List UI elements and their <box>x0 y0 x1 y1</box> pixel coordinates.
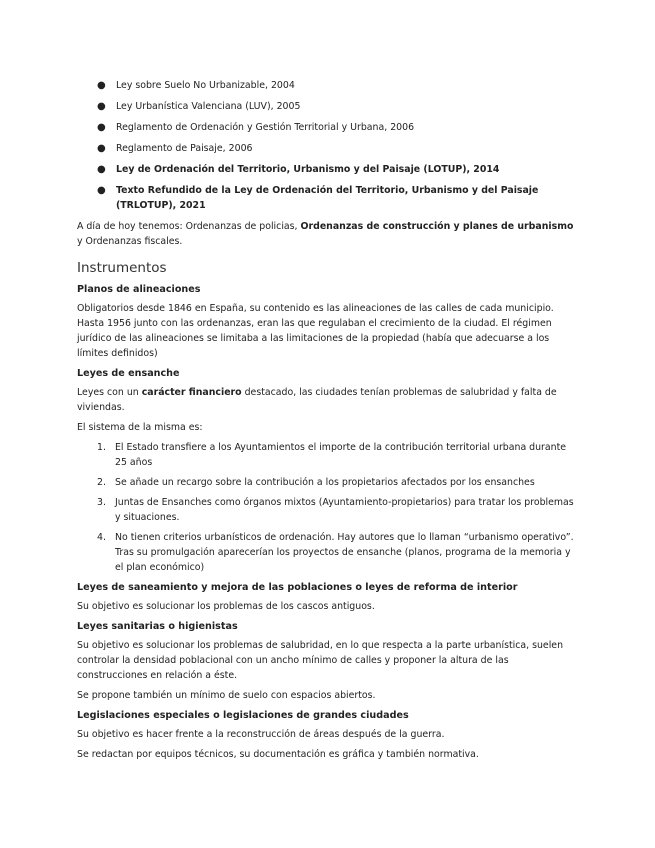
subheading-saneamiento: Leyes de saneamiento y mejora de las poblaciones o leyes de reforma de interior <box>77 582 518 593</box>
bullet-icon: ● <box>97 143 106 154</box>
list-item: ● Ley sobre Suelo No Urbanizable, 2004 <box>97 80 295 91</box>
bullet-icon: ● <box>97 80 106 91</box>
intro-paragraph: A día de hoy tenemos: Ordenanzas de policias, Ordenanzas de construcción y planes de urbanismo y Ordenanzas fiscales. <box>77 221 574 247</box>
bullet-icon: ● <box>97 101 106 112</box>
ensanche-system-intro: El sistema de la misma es: <box>77 422 203 433</box>
list-item: 1. El Estado transfiere a los Ayuntamientos el importe de la contribución territorial urbana durante 25 años <box>97 442 567 468</box>
list-item: ● Texto Refundido de la Ley de Ordenación del Territorio, Urbanismo y del Paisaje (TRLOTUP), 2021 <box>97 185 539 211</box>
laws-list <box>77 78 580 213</box>
bullet-icon: ● <box>97 164 106 175</box>
planos-paragraph: Obligatorios desde 1846 en España, su contenido es las alineaciones de las calles de cada municipio. Hasta 1956 junto con las ordenanzas, eran las que regulaban el crecimiento de la ciudad. El régimen jurídico de las alineaciones se limitaba a las limitaciones de la propiedad (había que adecuarse a los límites definidos) <box>77 303 554 359</box>
sanitarias-paragraph-2: Se propone también un mínimo de suelo con espacios abiertos. <box>77 690 376 701</box>
subheading-especiales: Legislaciones especiales o legislaciones de grandes ciudades <box>77 710 409 721</box>
sanitarias-paragraph: Su objetivo es solucionar los problemas de salubridad, en lo que respecta a la parte urbanística, suelen controlar la densidad poblacional con un ancho mínimo de calles y proponer la altura de las construcciones en relación a éste. <box>77 640 564 681</box>
especiales-paragraph-2: Se redactan por equipos técnicos, su documentación es gráfica y también normativa. <box>77 749 479 760</box>
list-item: ● Ley de Ordenación del Territorio, Urbanismo y del Paisaje (LOTUP), 2014 <box>97 164 500 175</box>
list-item: ● Reglamento de Ordenación y Gestión Territorial y Urbana, 2006 <box>97 122 415 133</box>
bullet-icon: ● <box>97 122 106 133</box>
saneamiento-paragraph: Su objetivo es solucionar los problemas de los cascos antiguos. <box>77 601 375 612</box>
subheading-ensanche: Leyes de ensanche <box>77 368 180 379</box>
document-page <box>77 78 580 767</box>
list-item: ● Ley Urbanística Valenciana (LUV), 2005 <box>97 101 301 112</box>
ensanche-paragraph: Leyes con un carácter financiero destacado, las ciudades tenían problemas de salubridad y falta de viviendas. <box>77 387 557 413</box>
subheading-planos: Planos de alineaciones <box>77 284 201 295</box>
ensanche-list <box>77 440 580 575</box>
list-item: 2. Se añade un recargo sobre la contribución a los propietarios afectados por los ensanches <box>97 477 535 488</box>
list-item: 3. Juntas de Ensanches como órganos mixtos (Ayuntamiento-propietarios) para tratar los problemas y situaciones. <box>97 497 574 523</box>
subheading-sanitarias: Leyes sanitarias o higienistas <box>77 621 238 632</box>
list-item: 4. No tienen criterios urbanísticos de ordenación. Hay autores que lo llaman “urbanismo operativo”. Tras su promulgación aparecerían los proyectos de ensanche (planos, programa de la memoria y el plan económico) <box>97 532 574 573</box>
bullet-icon: ● <box>97 185 106 196</box>
list-item: ● Reglamento de Paisaje, 2006 <box>97 143 253 154</box>
especiales-paragraph: Su objetivo es hacer frente a la reconstrucción de áreas después de la guerra. <box>77 729 445 740</box>
section-heading-instrumentos: Instrumentos <box>77 260 167 276</box>
